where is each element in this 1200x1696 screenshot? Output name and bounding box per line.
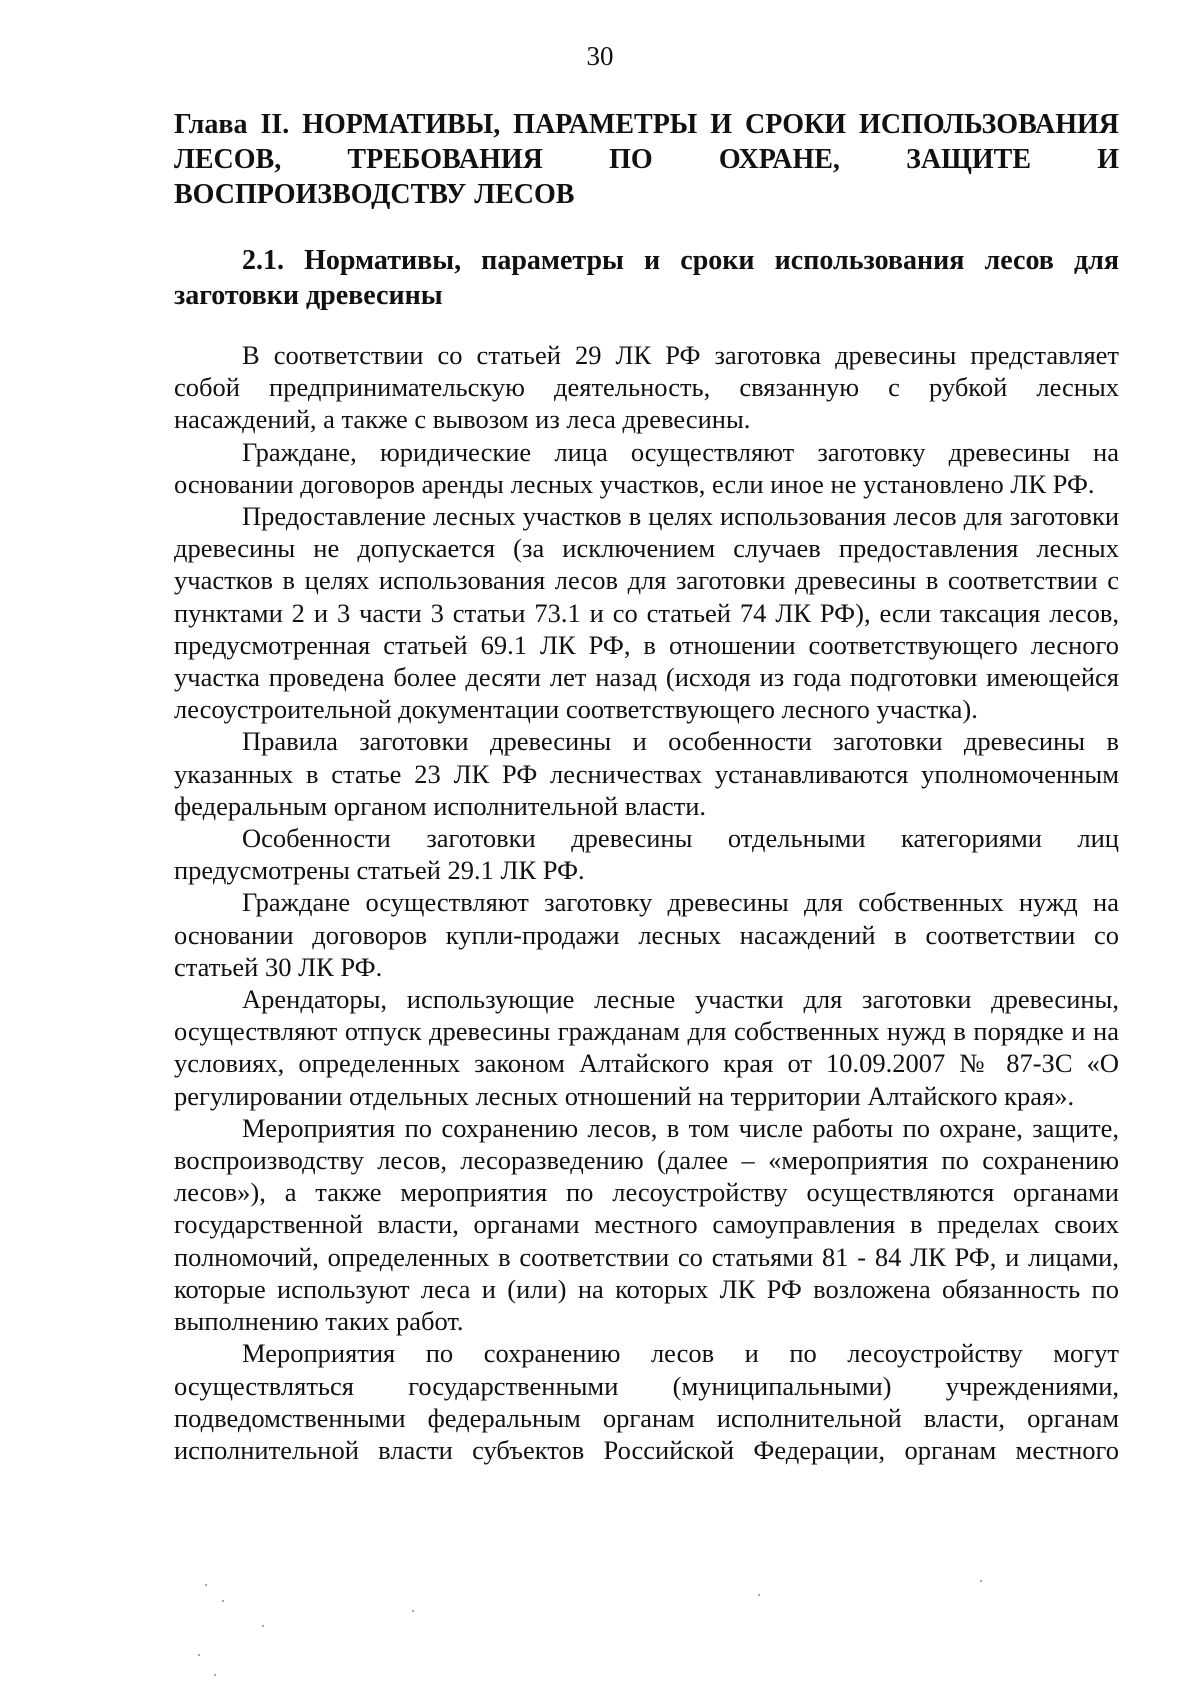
scan-noise — [0, 1570, 1200, 1690]
body-text — [174, 339, 1119, 1466]
paragraph: Граждане, юридические лица осуществляют заготовку древесины на основании договоров аренды лесных участков, если иное не установлено ЛК РФ. — [174, 436, 1119, 499]
paragraph: Арендаторы, использующие лесные участки для заготовки древесины, осуществляют отпуск древесины гражданам для собственных нужд в порядке и на условиях, определенных законом Алтайского края от 10.09.2007 № 87-ЗС «О регулировании отдельных лесных отношений на территории Алтайского края». — [174, 984, 1119, 1111]
chapter-heading: Глава II. НОРМАТИВЫ, ПАРАМЕТРЫ И СРОКИ ИСПОЛЬЗОВАНИЯ ЛЕСОВ, ТРЕБОВАНИЯ ПО ОХРАНЕ, ЗАЩИТЕ И ВОСПРОИЗВОДСТВУ ЛЕСОВ — [174, 109, 1119, 210]
section-heading: 2.1. Нормативы, параметры и сроки использования лесов для заготовки древесины — [174, 245, 1119, 311]
paragraph: Граждане осуществляют заготовку древесины для собственных нужд на основании договоров купли-продажи лесных насаждений в соответствии со статьей 30 ЛК РФ. — [174, 887, 1119, 982]
page-number: 30 — [586, 41, 614, 71]
paragraph: Правила заготовки древесины и особенности заготовки древесины в указанных в статье 23 ЛК РФ лесничествах устанавливаются уполномоченным федеральным органом исполнительной власти. — [174, 726, 1119, 821]
paragraph: Мероприятия по сохранению лесов и по лесоустройству могут осуществляться государственными (муниципальными) учреждениями, подведомственными федеральным органам исполнительной власти, органам исполнительной власти субъектов Российской Федерации, органам местного — [174, 1338, 1119, 1465]
paragraph: Особенности заготовки древесины отдельными категориями лиц предусмотрены статьей 29.1 ЛК РФ. — [174, 823, 1119, 886]
paragraph: В соответствии со статьей 29 ЛК РФ заготовка древесины представляет собой предпринимательскую деятельность, связанную с рубкой лесных насаждений, а также с вывозом из леса древесины. — [174, 340, 1119, 435]
paragraph: Мероприятия по сохранению лесов, в том числе работы по охране, защите, воспроизводству лесов, лесоразведению (далее – «мероприятия по сохранению лесов»), а также мероприятия по лесоустройству осуществляются органами государственной власти, органами местного самоуправления в пределах своих полномочий, определенных в соответствии со статьями 81 - 84 ЛК РФ, и лицами, которые используют леса и (или) на которых ЛК РФ возложена обязанность по выполнению таких работ. — [174, 1112, 1119, 1337]
paragraph: Предоставление лесных участков в целях использования лесов для заготовки древесины не допускается (за исключением случаев предоставления лесных участков в целях использования лесов для заготовки древесины в соответствии с пунктами 2 и 3 части 3 статьи 73.1 и со статьей 74 ЛК РФ), если таксация лесов, предусмотренная статьей 69.1 ЛК РФ, в отношении соответствующего лесного участка проведена более десяти лет назад (исходя из года подготовки имеющейся лесоустроительной документации соответствующего лесного участка). — [174, 501, 1119, 725]
